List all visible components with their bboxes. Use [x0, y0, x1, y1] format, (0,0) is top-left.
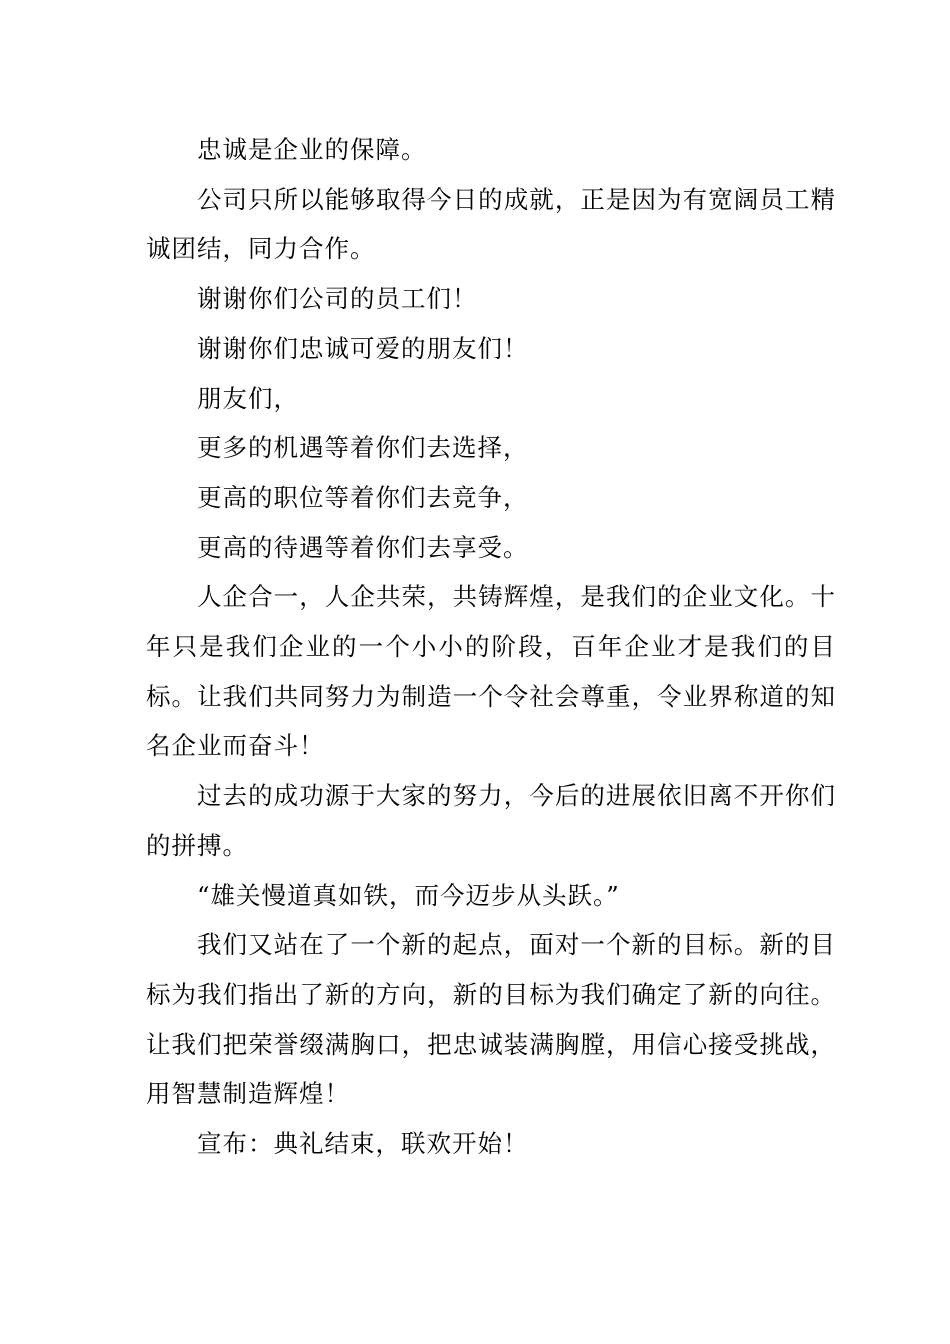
paragraph-more-opportunities: 更多的机遇等着你们去选择，	[197, 433, 529, 463]
paragraph-thanks-employees: 谢谢你们公司的员工们！	[197, 284, 478, 314]
document-body	[146, 125, 836, 1169]
paragraph-company-success: 公司只所以能够取得今日的成就，正是因为有宽阔员工精诚团结，同力合作。	[146, 184, 836, 264]
paragraph-thanks-friends: 谢谢你们忠诚可爱的朋友们！	[197, 333, 529, 363]
paragraph-loyalty: 忠诚是企业的保障。	[197, 135, 427, 164]
paragraph-higher-positions: 更高的职位等着你们去竞争，	[197, 482, 529, 512]
paragraph-poem-quote: “雄关慢道真如铁，而今迈步从头跃。”	[197, 880, 620, 910]
paragraph-new-starting-point: 我们又站在了一个新的起点，面对一个新的目标。新的目标为我们指出了新的方向，新的目标为我们确定了新的向往。让我们把荣誉缀满胸口，把忠诚装满胸膛，用信心接受挑战，用智慧制造辉煌！	[146, 930, 836, 1109]
paragraph-corporate-culture: 人企合一，人企共荣，共铸辉煌，是我们的企业文化。十年只是我们企业的一个小小的阶段，百年企业才是我们的目标。让我们共同努力为制造一个令社会尊重，令业界称道的知名企业而奋斗！	[146, 582, 836, 761]
paragraph-announcement: 宣布：典礼结束，联欢开始！	[197, 1129, 529, 1159]
paragraph-past-success: 过去的成功源于大家的努力，今后的进展依旧离不开你们的拼搏。	[146, 781, 836, 860]
paragraph-friends: 朋友们，	[197, 383, 299, 413]
paragraph-higher-benefits: 更高的待遇等着你们去享受。	[197, 532, 529, 562]
